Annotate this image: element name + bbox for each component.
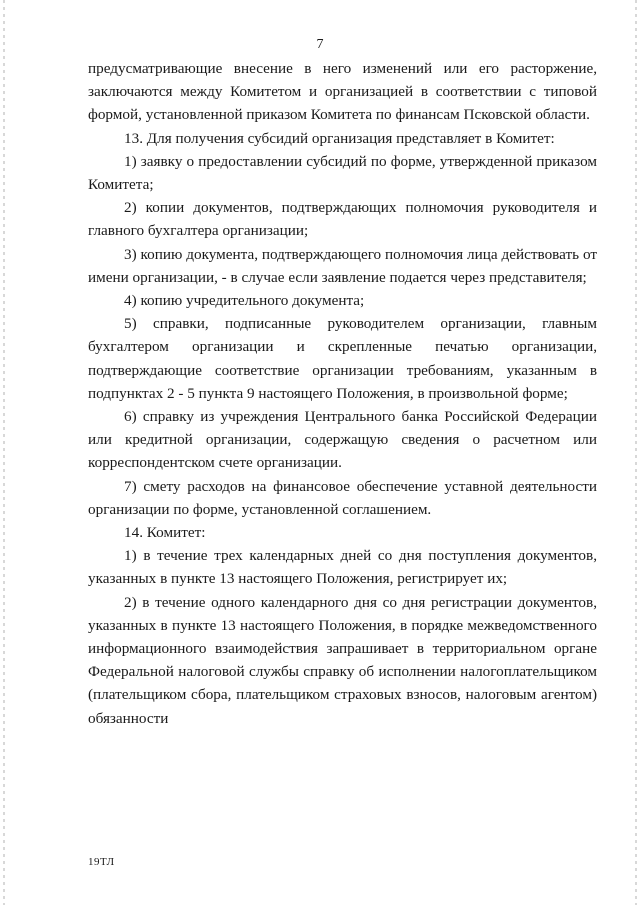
- paragraph-subitem-13-1: 1) заявку о предоставлении субсидий по форме, утвержденной приказом Комитета;: [88, 152, 597, 194]
- footer-document-code: 19ТЛ: [88, 856, 115, 868]
- paragraph-continuation: предусматривающие внесение в него изменений или его расторжение, заключаются между Комитетом и организацией в соответствии с типовой формой, установленной приказом Комитета по финансам Псковской области.: [88, 60, 597, 124]
- paragraph-item-14: 14. Комитет:: [124, 524, 206, 542]
- paragraph-subitem-14-2: 2) в течение одного календарного дня со дня регистрации документов, указанных в пункте 13 настоящего Положения, в порядке межведомственного информационного взаимодействия запрашивает в территориальном органе Федеральной налоговой службы справку об исполнении налогоплательщиком (плательщиком сбора, плательщиком страховых взносов, налоговым агентом) обязанности: [88, 593, 597, 727]
- scan-edge-left: [3, 0, 5, 905]
- paragraph-subitem-13-2: 2) копии документов, подтверждающих полномочия руководителя и главного бухгалтера организации;: [88, 199, 597, 240]
- paragraph-subitem-13-4: 4) копию учредительного документа;: [124, 292, 365, 310]
- paragraph-subitem-14-1: 1) в течение трех календарных дней со дня поступления документов, указанных в пункте 13 настоящего Положения, регистрирует их;: [88, 547, 597, 588]
- paragraph-subitem-13-3: 3) копию документа, подтверждающего полномочия лица действовать от имени организации, - в случае если заявление подается через представителя;: [88, 245, 597, 286]
- paragraph-subitem-13-7: 7) смету расходов на финансовое обеспечение уставной деятельности организации по форме, установленной соглашением.: [88, 477, 597, 518]
- paragraph-subitem-13-5: 5) справки, подписанные руководителем организации, главным бухгалтером организации и скрепленные печатью организации, подтверждающие соответствие организации требованиям, указанным в подпунктах 2 - 5 пункта 9 настоящего Положения, в произвольной форме;: [88, 315, 597, 402]
- paragraph-subitem-13-6: 6) справку из учреждения Центрального банка Российской Федерации или кредитной организации, содержащую сведения о расчетном или корреспондентском счете организации.: [88, 408, 597, 472]
- paragraph-item-13: 13. Для получения субсидий организация представляет в Комитет:: [124, 129, 555, 147]
- document-body: [88, 57, 597, 730]
- scan-edge-right: [635, 0, 637, 905]
- page-number: 7: [316, 37, 324, 52]
